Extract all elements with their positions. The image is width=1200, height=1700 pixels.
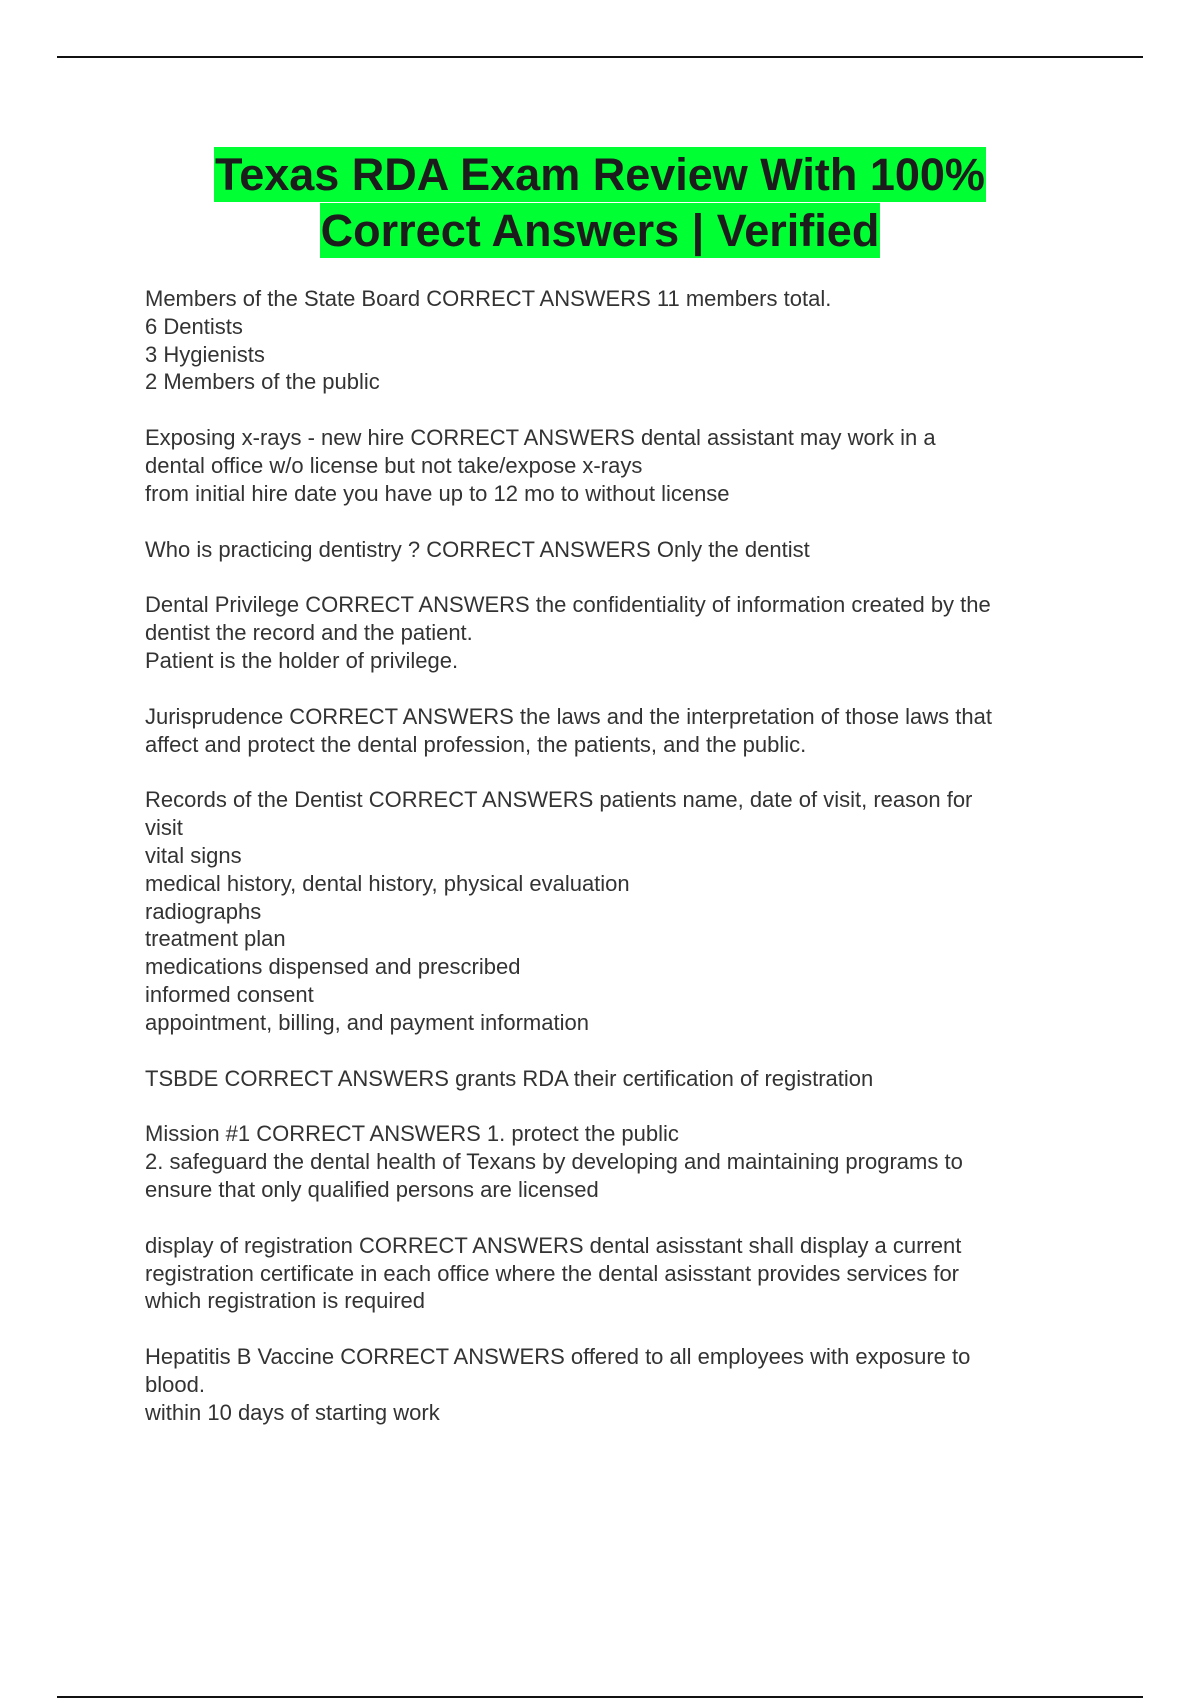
qa-line: within 10 days of starting work [145,1399,440,1425]
qa-list [145,285,1090,1455]
qa-entry [145,1120,1090,1203]
qa-line: Patient is the holder of privilege. [145,647,459,673]
qa-line: appointment, billing, and payment information [145,1009,589,1035]
document-title [0,147,1200,259]
qa-entry [145,1343,1090,1426]
qa-line: informed consent [145,981,314,1007]
qa-entry [145,285,1090,396]
qa-line: Who is practicing dentistry ? CORRECT ANSWERS Only the dentist [145,536,810,562]
qa-line: dental office w/o license but not take/expose x-rays [145,452,643,478]
qa-line: Exposing x-rays - new hire CORRECT ANSWERS dental assistant may work in a [145,425,936,451]
title-line-2: Correct Answers | Verified [320,205,880,256]
qa-line: medical history, dental history, physical evaluation [145,870,630,896]
qa-line: Hepatitis B Vaccine CORRECT ANSWERS offered to all employees with exposure to [145,1344,971,1370]
qa-line: 6 Dentists [145,313,243,339]
qa-line: 2 Members of the public [145,369,380,395]
qa-entry [145,703,1090,759]
qa-line: Jurisprudence CORRECT ANSWERS the laws and the interpretation of those laws that [145,703,992,729]
bottom-rule [57,1696,1143,1698]
qa-line: Members of the State Board CORRECT ANSWERS 11 members total. [145,286,832,311]
qa-entry [145,1232,1090,1315]
top-rule [57,56,1143,58]
qa-line: dentist the record and the patient. [145,620,473,646]
qa-entry [145,536,1090,564]
qa-line: registration certificate in each office where the dental asisstant provides services for [145,1260,959,1286]
qa-line: medications dispensed and prescribed [145,954,521,980]
qa-line: from initial hire date you have up to 12 mo to without license [145,480,730,506]
qa-line: affect and protect the dental profession, the patients, and the public. [145,731,807,757]
qa-line: Dental Privilege CORRECT ANSWERS the confidentiality of information created by the [145,592,991,618]
qa-entry [145,1065,1090,1093]
title-line-1: Texas RDA Exam Review With 100% [215,149,985,200]
qa-entry [145,786,1090,1036]
qa-line: 2. safeguard the dental health of Texans by developing and maintaining programs to [145,1149,963,1175]
qa-line: ensure that only qualified persons are licensed [145,1176,599,1202]
qa-entry [145,424,1090,507]
qa-line: which registration is required [145,1288,426,1314]
qa-line: radiographs [145,898,262,924]
qa-line: 3 Hygienists [145,341,265,367]
qa-line: Records of the Dentist CORRECT ANSWERS patients name, date of visit, reason for [145,787,973,813]
qa-line: treatment plan [145,926,286,952]
qa-line: TSBDE CORRECT ANSWERS grants RDA their certification of registration [145,1065,874,1091]
qa-entry [145,591,1090,674]
qa-line: display of registration CORRECT ANSWERS dental asisstant shall display a current [145,1232,962,1258]
qa-line: vital signs [145,842,242,868]
qa-line: Mission #1 CORRECT ANSWERS 1. protect the public [145,1121,679,1147]
qa-line: visit [145,815,183,841]
qa-line: blood. [145,1371,205,1397]
